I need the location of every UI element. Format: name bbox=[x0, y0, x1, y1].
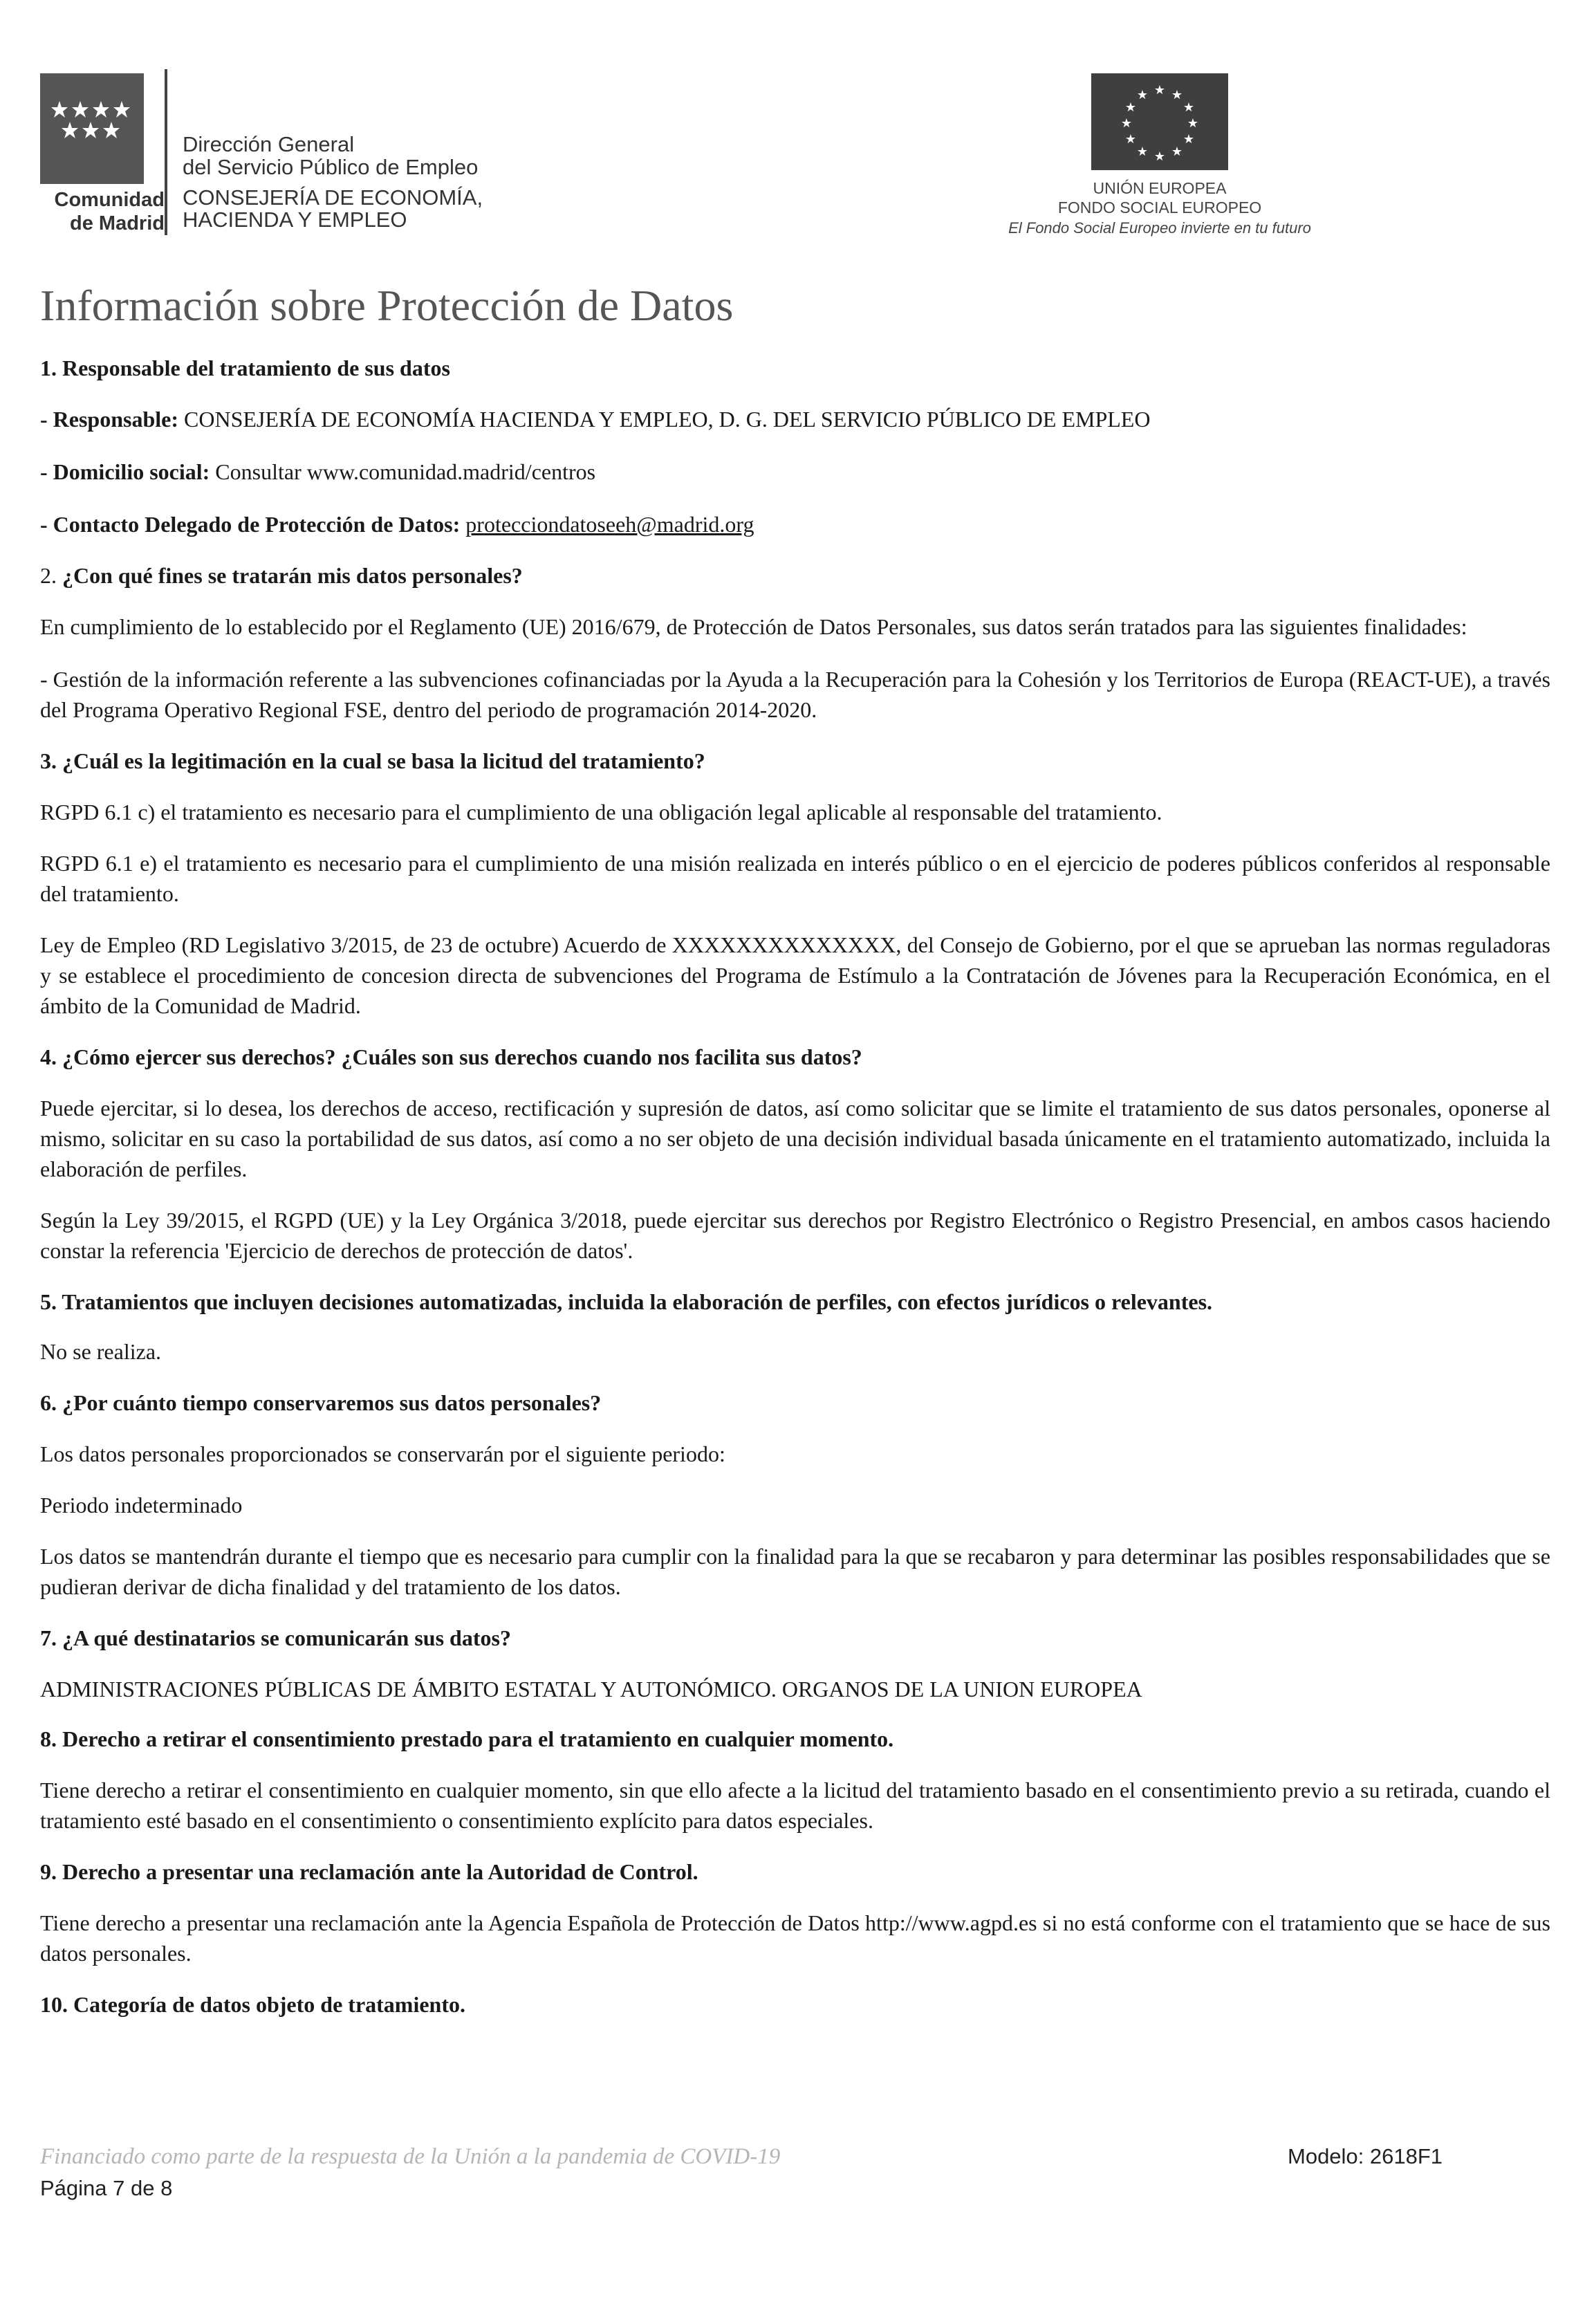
section-3-p3: Ley de Empleo (RD Legislativo 3/2015, de 23 de octubre) Acuerdo de XXXXXXXXXXXXXX, del Consejo de Gobierno, por el que se aprueban las normas reguladoras y se establece el procedimiento de concesion directa de subvenciones del Programa de Estímulo a la Contratación de Jóvenes para la Recuperación Económica, en el ámbito de la Comunidad de Madrid. bbox=[40, 932, 1550, 1018]
domicilio-line: - Domicilio social: Consultar www.comunidad.madrid/centros bbox=[40, 459, 596, 484]
consejeria: CONSEJERÍA DE ECONOMÍA, HACIENDA Y EMPLEO bbox=[183, 185, 483, 232]
eu-logo bbox=[996, 73, 1314, 253]
svg-text:★: ★ bbox=[1187, 116, 1199, 130]
page-title: Información sobre Protección de Datos bbox=[40, 281, 734, 330]
section-6-heading: 6. ¿Por cuánto tiempo conservaremos sus datos personales? bbox=[40, 1390, 602, 1415]
comunidad-madrid-logo bbox=[40, 69, 497, 235]
section-5-p1: No se realiza. bbox=[40, 1339, 162, 1364]
eu-flag-icon bbox=[1091, 73, 1228, 170]
svg-text:★: ★ bbox=[1124, 100, 1137, 114]
section-1-heading: 1. Responsable del tratamiento de sus datos bbox=[40, 356, 450, 380]
funding-note: Financiado como parte de la respuesta de la Unión a la pandemia de COVID-19 bbox=[40, 2144, 781, 2169]
fse-slogan: El Fondo Social Europeo invierte en tu futuro bbox=[1008, 219, 1311, 237]
model-number: Modelo: 2618F1 bbox=[1288, 2144, 1443, 2168]
svg-text:★: ★ bbox=[1153, 83, 1166, 97]
section-6-p1: Los datos personales proporcionados se conservarán por el siguiente periodo: bbox=[40, 1441, 725, 1466]
section-2-heading: 2. ¿Con qué fines se tratarán mis datos personales? bbox=[40, 563, 523, 588]
svg-text:★: ★ bbox=[1183, 132, 1195, 146]
document-body bbox=[40, 353, 1550, 2020]
section-2-p2: - Gestión de la información referente a las subvenciones cofinanciadas por la Ayuda a la Recuperación para la Cohesión y los Territorios de Europa (REACT-UE), a través del Programa Operativo Regional FSE, dentro del periodo de programación 2014-2020. bbox=[40, 667, 1550, 722]
svg-text:★: ★ bbox=[1171, 88, 1183, 102]
responsable-line: - Responsable: CONSEJERÍA DE ECONOMÍA HACIENDA Y EMPLEO, D. G. DEL SERVICIO PÚBLICO DE EMPLEO bbox=[40, 407, 1151, 432]
svg-text:★: ★ bbox=[1153, 149, 1166, 163]
section-7-p1: ADMINISTRACIONES PÚBLICAS DE ÁMBITO ESTATAL Y AUTONÓMICO. ORGANOS DE LA UNION EUROPEA bbox=[40, 1677, 1142, 1702]
section-2-p1: En cumplimiento de lo establecido por el Reglamento (UE) 2016/679, de Protección de Datos Personales, sus datos serán tratados para las siguientes finalidades: bbox=[40, 614, 1467, 639]
section-9-p1: Tiene derecho a presentar una reclamación ante la Agencia Española de Protección de Datos http://www.agpd.es si no está conforme con el tratamiento que se hace de sus datos personales. bbox=[40, 1910, 1550, 1966]
section-5-heading: 5. Tratamientos que incluyen decisiones automatizadas, incluida la elaboración de perfiles, con efectos jurídicos o relevantes. bbox=[40, 1289, 1213, 1314]
svg-text:★: ★ bbox=[1183, 100, 1195, 114]
svg-text:★: ★ bbox=[1120, 116, 1133, 130]
madrid-flag-icon bbox=[40, 73, 144, 184]
section-3-heading: 3. ¿Cuál es la legitimación en la cual se basa la licitud del tratamiento? bbox=[40, 748, 705, 773]
fse-label: FONDO SOCIAL EUROPEO bbox=[1057, 199, 1262, 216]
svg-text:★: ★ bbox=[1136, 145, 1149, 158]
section-4-p1: Puede ejercitar, si lo desea, los derechos de acceso, rectificación y supresión de datos, así como solicitar que se limite el tratamiento de sus datos personales, oponerse al mismo, solicitar en su caso la portabilidad de sus datos, así como a no ser objeto de una decisión individual basada únicamente en el tratamiento automatizado, incluida la elaboración de perfiles. bbox=[40, 1096, 1550, 1181]
dpo-email-link[interactable]: protecciondatoseeh@madrid.org bbox=[465, 512, 754, 537]
section-3-p2: RGPD 6.1 e) el tratamiento es necesario para el cumplimiento de una misión realizada en interés público o en el ejercicio de poderes públicos conferidos al responsable del tratamiento. bbox=[40, 851, 1550, 906]
svg-text:★: ★ bbox=[1124, 132, 1137, 146]
section-4-heading: 4. ¿Cómo ejercer sus derechos? ¿Cuáles son sus derechos cuando nos facilita sus datos? bbox=[40, 1044, 862, 1069]
section-9-heading: 9. Derecho a presentar una reclamación ante la Autoridad de Control. bbox=[40, 1859, 698, 1884]
direccion-general: Dirección General del Servicio Público de Empleo bbox=[183, 132, 479, 179]
section-6-p3: Los datos se mantendrán durante el tiempo que es necesario para cumplir con la finalidad para la que se recabaron y para determinar las posibles responsabilidades que se pudieran derivar de dicha finalidad y del tratamiento de los datos. bbox=[40, 1544, 1550, 1599]
svg-text:★: ★ bbox=[1171, 145, 1183, 158]
eu-label: UNIÓN EUROPEA bbox=[1093, 179, 1227, 197]
org-name: Comunidad de Madrid bbox=[54, 189, 165, 234]
section-8-heading: 8. Derecho a retirar el consentimiento prestado para el tratamiento en cualquier momento. bbox=[40, 1726, 894, 1751]
section-4-p2: Según la Ley 39/2015, el RGPD (UE) y la Ley Orgánica 3/2018, puede ejercitar sus derechos por Registro Electrónico o Registro Presencial, en ambos casos haciendo constar la referencia 'Ejercicio de derechos de protección de datos'. bbox=[40, 1208, 1550, 1263]
page-number: Página 7 de 8 bbox=[40, 2176, 173, 2200]
section-8-p1: Tiene derecho a retirar el consentimiento en cualquier momento, sin que ello afecte a la licitud del tratamiento basado en el consentimiento previo a su retirada, cuando el tratamiento esté basado en el consentimiento o consentimiento explícito para datos especiales. bbox=[40, 1778, 1550, 1833]
section-6-p2: Periodo indeterminado bbox=[40, 1493, 243, 1518]
section-7-heading: 7. ¿A qué destinatarios se comunicarán sus datos? bbox=[40, 1625, 511, 1650]
logo-divider bbox=[165, 69, 167, 235]
section-3-p1: RGPD 6.1 c) el tratamiento es necesario para el cumplimiento de una obligación legal aplicable al responsable del tratamiento. bbox=[40, 800, 1162, 824]
section-10-heading: 10. Categoría de datos objeto de tratamiento. bbox=[40, 1992, 465, 2017]
svg-text:★: ★ bbox=[1136, 88, 1149, 102]
contacto-line: - Contacto Delegado de Protección de Datos: protecciondatoseeh@madrid.org bbox=[40, 512, 754, 537]
